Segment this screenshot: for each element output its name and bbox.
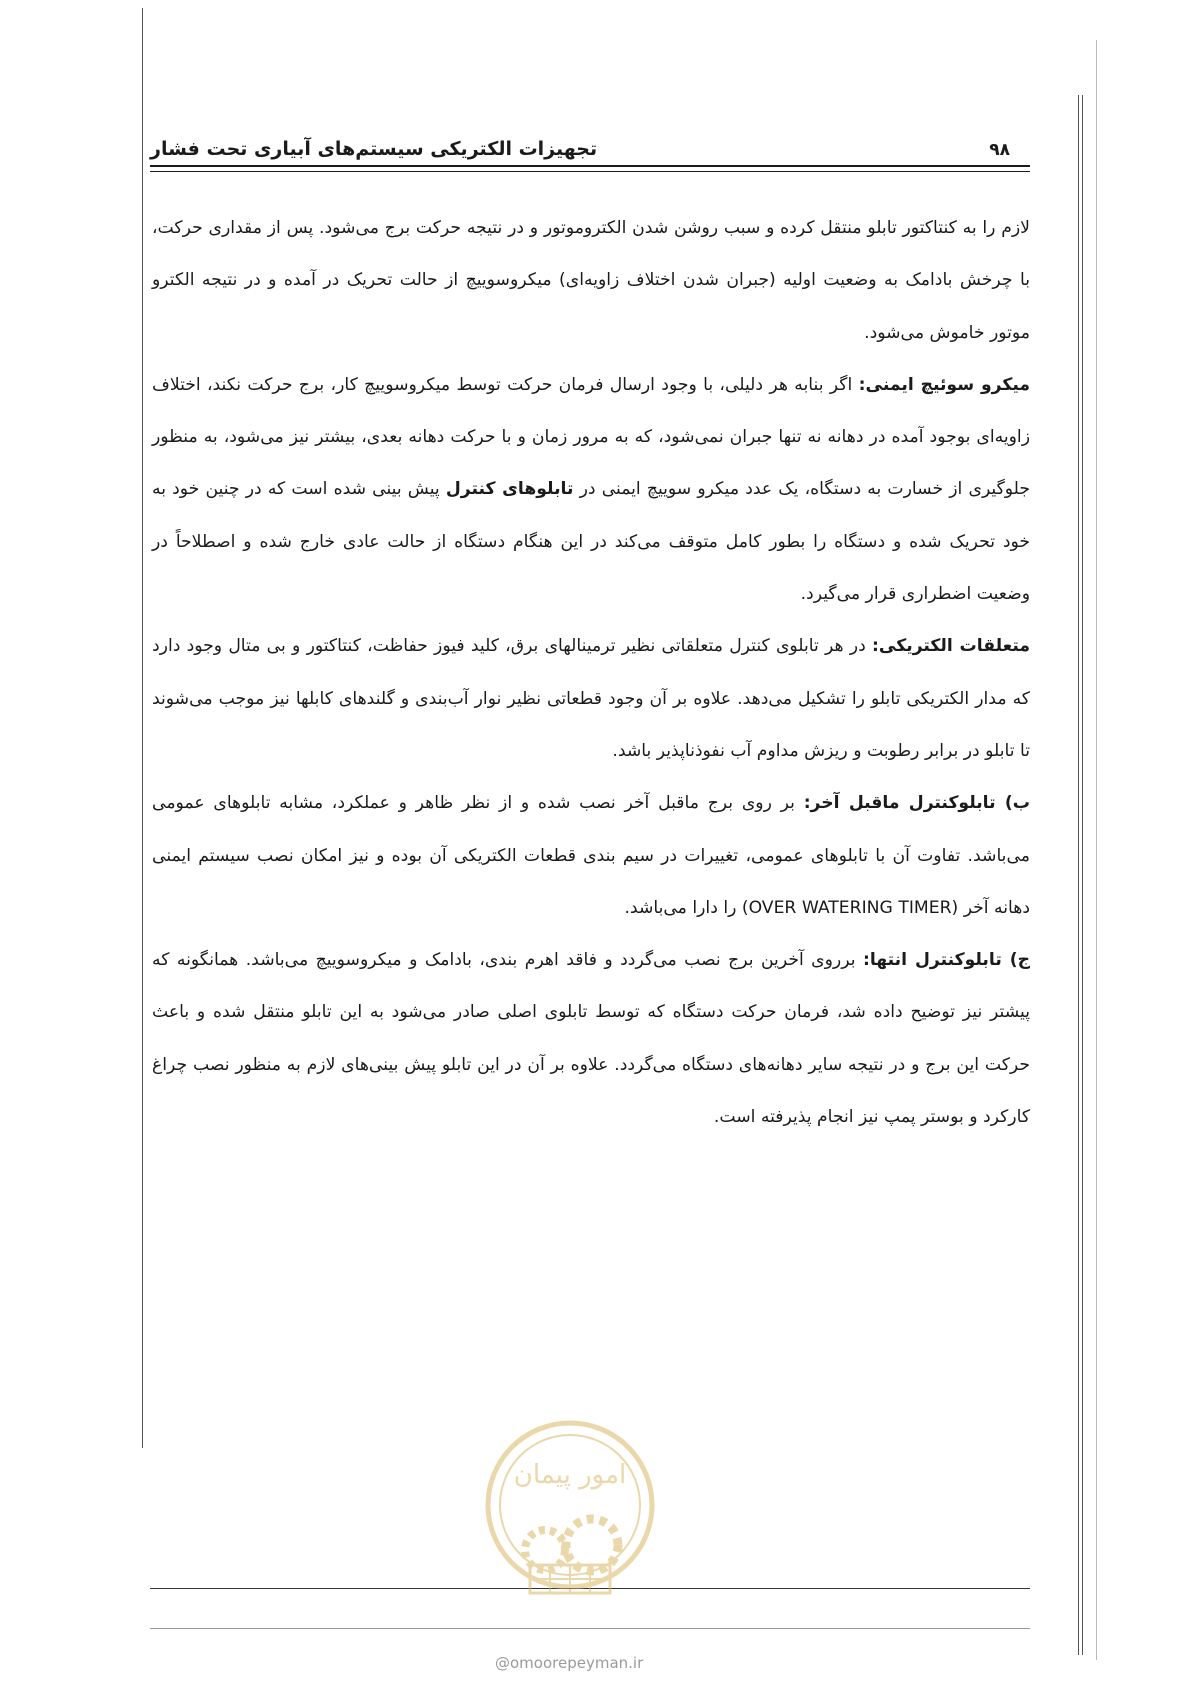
page-header — [150, 120, 1030, 160]
paragraph-text: اگر بنابه هر دلیلی، با وجود ارسال فرمان حرکت توسط میکروسوییچ کار، برج حرکت نکند، اختلاف زاویه‌ای بوجود آمده در دهانه نه تنها جبران نمی‌شود، که به مرور زمان و با حرکت دهانه بعدی، بیشتر نیز می‌شود، به منظور جلوگیری از خسارت به دستگاه، یک عدد میکرو سوییچ ایمنی در — [152, 374, 1030, 500]
paragraph-term: میکرو سوئیچ ایمنی: — [858, 374, 1030, 395]
paragraph — [152, 620, 1030, 777]
scan-border-line — [142, 8, 143, 1448]
paragraph-term: متعلقات الکتریکی: — [872, 636, 1031, 657]
footer-rule — [150, 1628, 1030, 1629]
paragraph-latin: (OVER WATERING TIMER) — [741, 897, 959, 918]
watermark-logo — [480, 1405, 660, 1620]
page-number: ۹۸ — [989, 140, 1010, 160]
header-rule-thin — [150, 171, 1030, 172]
paragraph — [152, 359, 1030, 620]
running-title: تجهیزات الکتریکی سیستم‌های آبیاری تحت فشار — [150, 138, 598, 160]
scan-border-line — [1078, 95, 1079, 1655]
body-text — [152, 202, 1030, 1143]
paragraph-text-after: را دارا می‌باشد. — [624, 897, 742, 918]
paragraph-text-after: پیش بینی شده است که در چنین خود به خود تحریک شده و دستگاه را بطور کامل متوقف می‌کند در این هنگام دستگاه از حالت عادی خارج شده و اصطلاحاً در وضعیت اضطراری قرار می‌گیرد. — [152, 479, 1030, 605]
paragraph-term: ج) تابلوکنترل انتها: — [862, 950, 1030, 971]
paragraph — [152, 934, 1030, 1143]
paragraph-text: برروی آخرین برج نصب می‌گردد و فاقد اهرم بندی، بادامک و میکروسوییچ می‌باشد. همانگونه که پیشتر نیز توضیح داده شد، فرمان حرکت دستگاه که توسط تابلوی اصلی صادر می‌شود به این تابلو منتقل شده و باعث حرکت این برج و در نتیجه سایر دهانه‌های دستگاه می‌گردد. علاوه بر آن در این تابلو پیش بینی‌های لازم به منظور نصب چراغ کارکرد و بوستر پمپ نیز انجام پذیرفته است. — [152, 950, 1030, 1128]
paragraph-text: بر روی برج ماقبل آخر نصب شده و از نظر ظاهر و عملکرد، مشابه تابلوهای عمومی می‌باشد. تفاوت آن با تابلوهای عمومی، تغییرات در سیم بندی قطعات الکتریکی آن بوده و نیز امکان نصب سیستم ایمنی دهانه آخر — [152, 793, 1030, 918]
paragraph-text: لازم را به کنتاکتور تابلو منتقل کرده و سبب روشن شدن الکتروموتور و در نتیجه حرکت برج می‌شود. پس از مقداری حرکت، با چرخش بادامک به وضعیت اولیه (جبران شدن اختلاف زاویه‌ای) میکروسوییچ از حالت تحریک در آمده و در نتیجه الکترو موتور خاموش می‌شود. — [152, 218, 1030, 343]
watermark-logo-text: امور پیمان — [513, 1460, 627, 1490]
header-rule — [150, 165, 1030, 167]
paragraph — [152, 777, 1030, 934]
paragraph-term: ب) تابلوکنترل ماقبل آخر: — [803, 793, 1030, 814]
paragraph-emphasis: تابلوهای کنترل — [445, 479, 574, 500]
scan-border-line — [1082, 95, 1083, 1655]
paragraph-text: در هر تابلوی کنترل متعلقاتی نظیر ترمینالهای برق، کلید فیوز حفاظت، کنتاکتور و بی متال وجود دارد که مدار الکتریکی تابلو را تشکیل می‌دهد. علاوه بر آن وجود قطعاتی نظیر نوار آب‌بندی و گلندهای کابلها نیز موجب می‌شوند تا تابلو در برابر رطوبت و ریزش مداوم آب نفوذناپذیر باشد. — [152, 636, 1030, 761]
scan-border-line — [1096, 40, 1097, 1660]
paragraph — [152, 202, 1030, 359]
watermark-url: @omoorepeyman.ir — [495, 1654, 644, 1672]
